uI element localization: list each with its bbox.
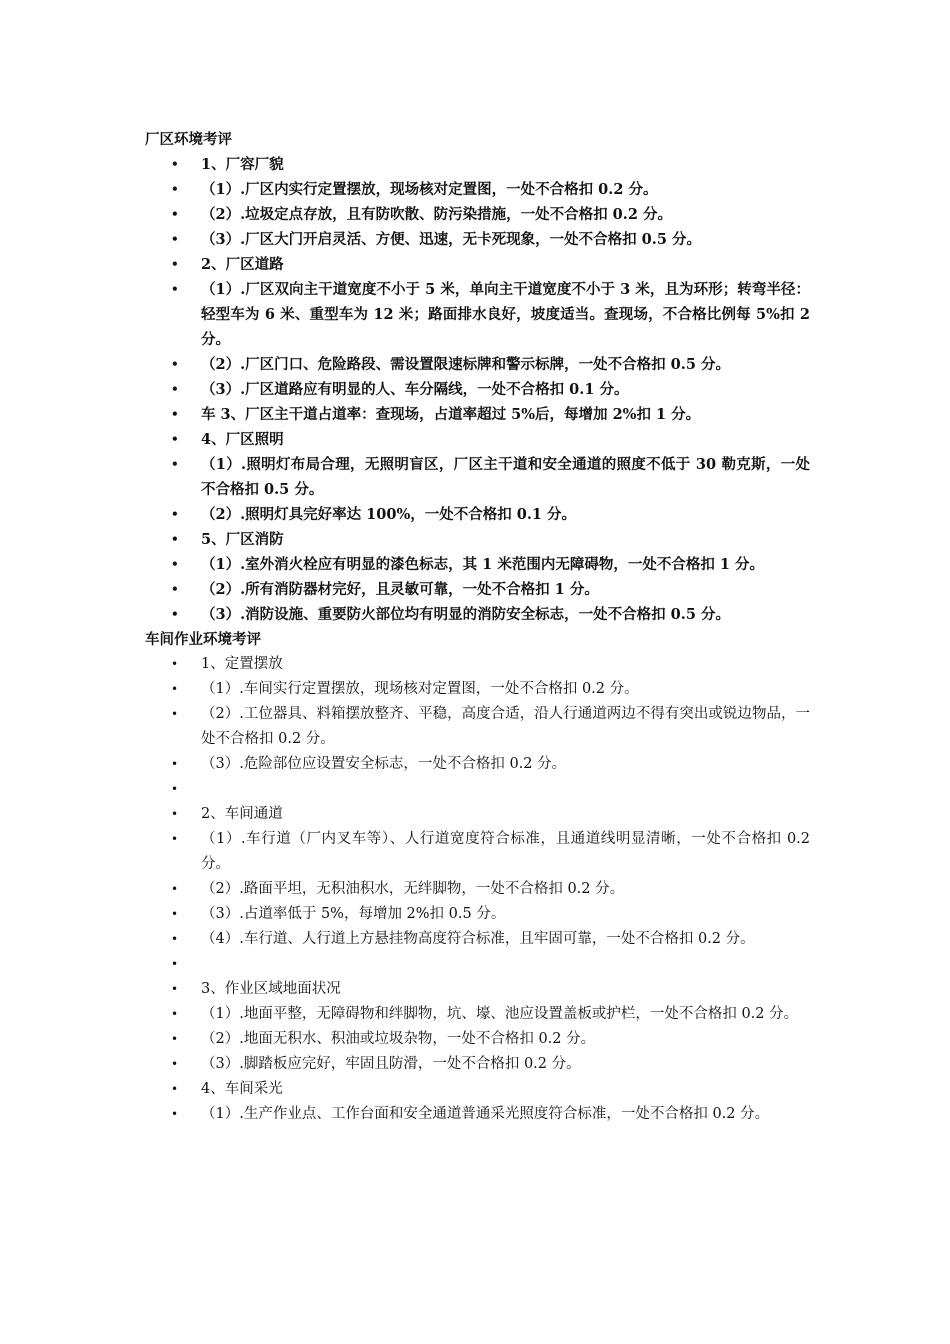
bullet-list <box>145 652 810 1127</box>
list-item-text: 1、厂容厂貌 <box>201 156 284 173</box>
list-item-text: （2）.厂区门口、危险路段、需设置限速标牌和警示标牌，一处不合格扣 0.5 分。 <box>201 356 730 373</box>
list-item-text: 3、作业区域地面状况 <box>201 981 341 997</box>
list-item <box>145 202 810 227</box>
list-item <box>145 377 810 402</box>
list-item-text: 4、车间采光 <box>201 1081 283 1097</box>
list-item-text: （1）.厂区双向主干道宽度不小于 5 米，单向主干道宽度不小于 3 米，且为环形；转弯半径：轻型车为 6 米、重型车为 12 米；路面排水良好，坡度适当。查现场，不合格比例每 5%扣 2 分。 <box>201 281 810 348</box>
bullet-icon: • <box>171 182 179 196</box>
bullet-icon: • <box>171 957 179 971</box>
bullet-icon: • <box>171 907 179 921</box>
list-item <box>145 652 810 677</box>
bullet-icon: • <box>171 932 179 946</box>
list-item <box>145 1002 810 1027</box>
list-item-text: （4）.车行道、人行道上方悬挂物高度符合标准，且牢固可靠，一处不合格扣 0.2 分。 <box>201 931 755 947</box>
bullet-icon: • <box>171 532 179 546</box>
bullet-icon: • <box>171 1107 179 1121</box>
bullet-icon: • <box>171 707 179 721</box>
list-item <box>145 252 810 277</box>
bullet-icon: • <box>171 157 179 171</box>
list-item <box>145 552 810 577</box>
section-title: 厂区环境考评 <box>145 131 232 148</box>
list-item-text: （3）.消防设施、重要防火部位均有明显的消防安全标志，一处不合格扣 0.5 分。 <box>201 606 730 623</box>
bullet-icon: • <box>171 682 179 696</box>
list-item <box>145 427 810 452</box>
list-item-text: （3）.厂区大门开启灵活、方便、迅速，无卡死现象，一处不合格扣 0.5 分。 <box>201 231 701 248</box>
list-item-blank <box>145 777 810 802</box>
list-item-text: （3）.占道率低于 5%，每增加 2%扣 0.5 分。 <box>201 906 506 922</box>
list-item-text: （2）.垃圾定点存放，且有防吹散、防污染措施，一处不合格扣 0.2 分。 <box>201 206 672 223</box>
list-item-text: （1）.车间实行定置摆放，现场核对定置图，一处不合格扣 0.2 分。 <box>201 681 639 697</box>
list-item-text: （2）.工位器具、料箱摆放整齐、平稳，高度合适，沿人行通道两边不得有突出或锐边物品，一处不合格扣 0.2 分。 <box>201 706 810 747</box>
document-page <box>145 127 810 1127</box>
bullet-icon: • <box>171 382 179 396</box>
list-item <box>145 1102 810 1127</box>
list-item <box>145 902 810 927</box>
bullet-icon: • <box>171 1032 179 1046</box>
bullet-icon: • <box>171 657 179 671</box>
list-item <box>145 602 810 627</box>
list-item <box>145 1077 810 1102</box>
list-item <box>145 877 810 902</box>
list-item <box>145 977 810 1002</box>
bullet-icon: • <box>171 882 179 896</box>
list-item <box>145 1052 810 1077</box>
list-item-text: 1、定置摆放 <box>201 656 283 672</box>
list-item <box>145 177 810 202</box>
bullet-icon: • <box>171 357 179 371</box>
list-item <box>145 227 810 252</box>
bullet-icon: • <box>171 407 179 421</box>
list-item-text: （2）.照明灯具完好率达 100%，一处不合格扣 0.1 分。 <box>201 506 577 523</box>
list-item-text: （2）.所有消防器材完好，且灵敏可靠，一处不合格扣 1 分。 <box>201 581 599 598</box>
list-item <box>145 677 810 702</box>
bullet-icon: • <box>171 807 179 821</box>
list-item-text: （2）.路面平坦，无积油积水，无绊脚物，一处不合格扣 0.2 分。 <box>201 881 625 897</box>
list-item <box>145 577 810 602</box>
bullet-list <box>145 152 810 627</box>
list-item-text: 5、厂区消防 <box>201 531 284 548</box>
list-item <box>145 152 810 177</box>
list-item <box>145 452 810 502</box>
list-item <box>145 702 810 752</box>
list-item <box>145 927 810 952</box>
list-item-text: （1）.照明灯布局合理，无照明盲区，厂区主干道和安全通道的照度不低于 30 勒克斯，一处不合格扣 0.5 分。 <box>201 456 810 498</box>
section-title: 车间作业环境考评 <box>145 631 261 648</box>
bullet-icon: • <box>171 232 179 246</box>
list-item-text: （3）.危险部位应设置安全标志，一处不合格扣 0.2 分。 <box>201 756 567 772</box>
list-item-text: 4、厂区照明 <box>201 431 284 448</box>
list-item <box>145 527 810 552</box>
bullet-icon: • <box>171 757 179 771</box>
bullet-icon: • <box>171 1082 179 1096</box>
list-item <box>145 802 810 827</box>
list-item-text: （1）.生产作业点、工作台面和安全通道普通采光照度符合标准，一处不合格扣 0.2 分。 <box>201 1106 770 1122</box>
section-workshop-environment <box>145 627 810 1127</box>
list-item <box>145 1027 810 1052</box>
bullet-icon: • <box>171 832 179 846</box>
list-item-text: （1）.室外消火栓应有明显的漆色标志，其 1 米范围内无障碍物，一处不合格扣 1 分。 <box>201 556 765 573</box>
list-item-text: 2、厂区道路 <box>201 256 284 273</box>
bullet-icon: • <box>171 507 179 521</box>
bullet-icon: • <box>171 282 179 296</box>
list-item-text: 2、车间通道 <box>201 806 283 822</box>
bullet-icon: • <box>171 1007 179 1021</box>
list-item-text: （3）.脚踏板应完好，牢固且防滑，一处不合格扣 0.2 分。 <box>201 1056 581 1072</box>
bullet-icon: • <box>171 457 179 471</box>
list-item <box>145 277 810 352</box>
list-item <box>145 352 810 377</box>
list-item-text: （1）.地面平整，无障碍物和绊脚物，坑、壕、池应设置盖板或护栏，一处不合格扣 0.2 分。 <box>201 1006 799 1022</box>
bullet-icon: • <box>171 782 179 796</box>
list-item <box>145 827 810 877</box>
bullet-icon: • <box>171 582 179 596</box>
section-plant-environment <box>145 127 810 627</box>
list-item-text: （2）.地面无积水、积油或垃圾杂物，一处不合格扣 0.2 分。 <box>201 1031 596 1047</box>
bullet-icon: • <box>171 982 179 996</box>
list-item-blank <box>145 952 810 977</box>
bullet-icon: • <box>171 207 179 221</box>
bullet-icon: • <box>171 257 179 271</box>
bullet-icon: • <box>171 557 179 571</box>
list-item <box>145 502 810 527</box>
list-item-text: 车 3、厂区主干道占道率：查现场，占道率超过 5%后，每增加 2%扣 1 分。 <box>201 406 701 423</box>
bullet-icon: • <box>171 432 179 446</box>
list-item-text: （1）.厂区内实行定置摆放，现场核对定置图，一处不合格扣 0.2 分。 <box>201 181 658 198</box>
list-item-text: （1）.车行道（厂内叉车等）、人行道宽度符合标准，且通道线明显清晰，一处不合格扣 0.2 分。 <box>201 831 810 872</box>
bullet-icon: • <box>171 607 179 621</box>
list-item <box>145 752 810 777</box>
list-item <box>145 402 810 427</box>
list-item-text: （3）.厂区道路应有明显的人、车分隔线，一处不合格扣 0.1 分。 <box>201 381 629 398</box>
bullet-icon: • <box>171 1057 179 1071</box>
